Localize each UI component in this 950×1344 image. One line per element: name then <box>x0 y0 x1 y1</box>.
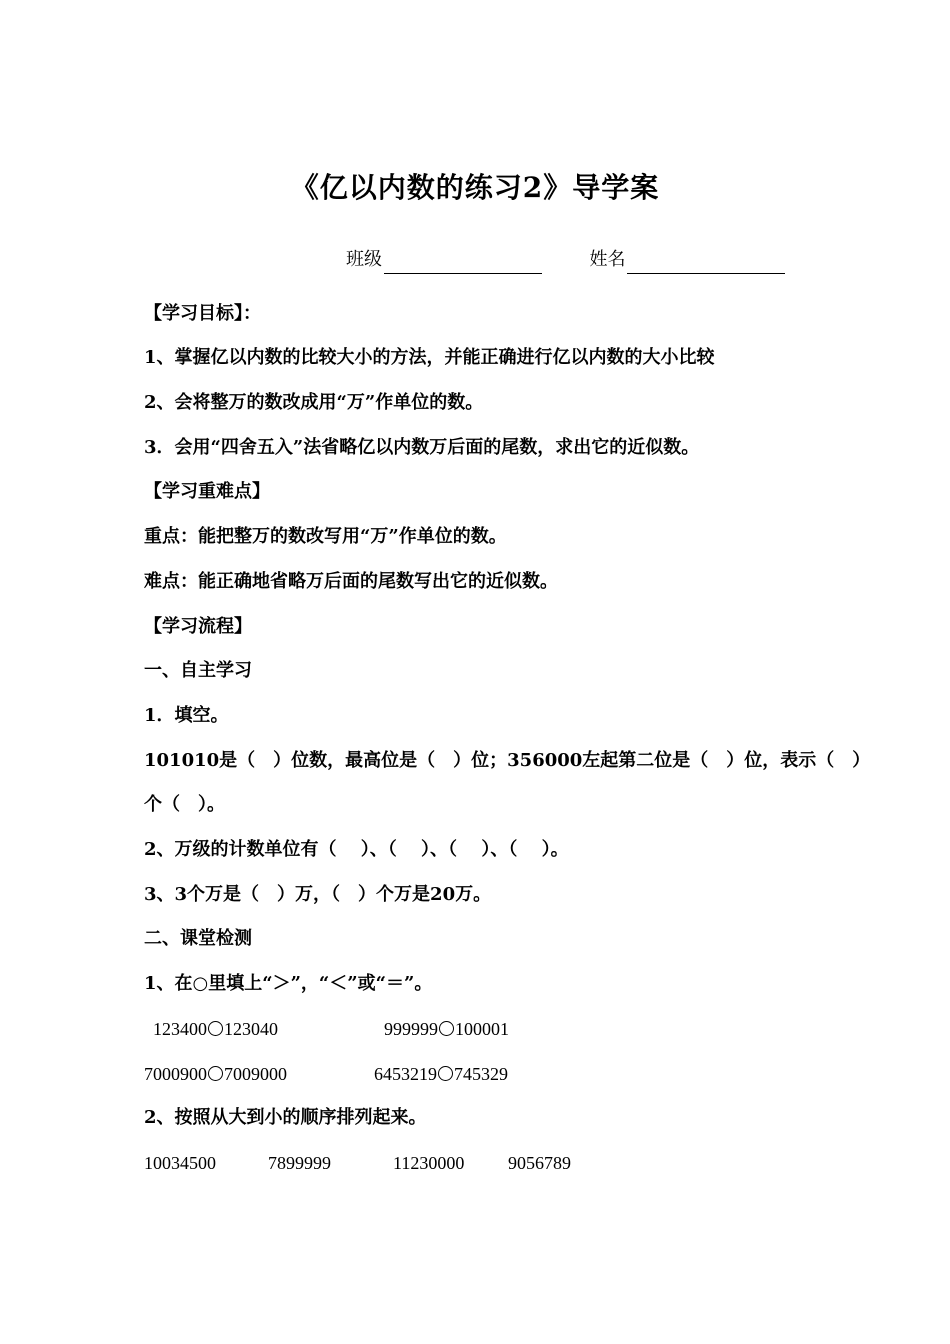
order-question-title: 2、按照从大到小的顺序排列起来。 <box>144 1107 427 1128</box>
compare-circle[interactable] <box>438 1066 453 1081</box>
objective-item-3: 3．会用“四舍五入”法省略亿以内数万后面的尾数，求出它的近似数。 <box>144 437 700 458</box>
question-1-line-2: 个（ ）。 <box>144 794 225 815</box>
objectives-heading: 【学习目标】： <box>144 303 261 324</box>
section-1-title: 一、自主学习 <box>144 660 252 681</box>
compare-left-value: 7000900 <box>144 1064 207 1084</box>
class-blank[interactable] <box>384 253 542 274</box>
name-label: 姓名 <box>589 249 626 270</box>
compare-item-1 <box>153 1015 278 1043</box>
compare-left-value: 123400 <box>153 1019 207 1039</box>
name-blank[interactable] <box>627 253 785 274</box>
key-points-heading: 【学习重难点】 <box>144 481 270 502</box>
question-1-line-1: 101010是（ ）位数，最高位是（ ）位；356000左起第二位是（ ）位，表示（ ） <box>144 750 871 771</box>
question-3: 3、3个万是（ ）万，（ ）个万是20万。 <box>144 884 492 905</box>
question-2: 2、万级的计数单位有（ ）、（ ）、（ ）、（ ）。 <box>144 839 569 860</box>
objective-item-1: 1、掌握亿以内数的比较大小的方法，并能正确进行亿以内数的大小比较 <box>144 347 715 368</box>
compare-circle[interactable] <box>208 1021 223 1036</box>
process-heading: 【学习流程】 <box>144 616 252 637</box>
key-point-important: 重点：能把整万的数改写用“万”作单位的数。 <box>144 526 507 547</box>
compare-right-value: 123040 <box>224 1019 278 1039</box>
compare-right-value: 100001 <box>455 1019 509 1039</box>
section-2-title: 二、课堂检测 <box>144 928 252 949</box>
class-label: 班级 <box>346 249 382 270</box>
student-info-row <box>346 246 785 274</box>
page-title: 《亿以内数的练习2》导学案 <box>290 171 660 204</box>
order-number-4: 9056789 <box>508 1153 571 1173</box>
question-1-title: 1．填空。 <box>144 705 229 726</box>
compare-item-4 <box>374 1060 508 1088</box>
compare-question-title: 1、在○里填上“＞”，“＜”或“＝”。 <box>144 973 433 994</box>
key-point-difficult: 难点：能正确地省略万后面的尾数写出它的近似数。 <box>144 571 558 592</box>
objective-item-2: 2、会将整万的数改成用“万”作单位的数。 <box>144 392 484 413</box>
compare-circle[interactable] <box>208 1066 223 1081</box>
compare-right-value: 745329 <box>454 1064 508 1084</box>
order-number-1: 10034500 <box>144 1153 216 1173</box>
order-number-2: 7899999 <box>268 1153 331 1173</box>
order-number-3: 11230000 <box>393 1153 465 1173</box>
compare-left-value: 6453219 <box>374 1064 437 1084</box>
compare-circle[interactable] <box>439 1021 454 1036</box>
compare-item-3 <box>144 1060 287 1088</box>
compare-left-value: 999999 <box>384 1019 438 1039</box>
compare-item-2 <box>384 1015 509 1043</box>
compare-right-value: 7009000 <box>224 1064 287 1084</box>
